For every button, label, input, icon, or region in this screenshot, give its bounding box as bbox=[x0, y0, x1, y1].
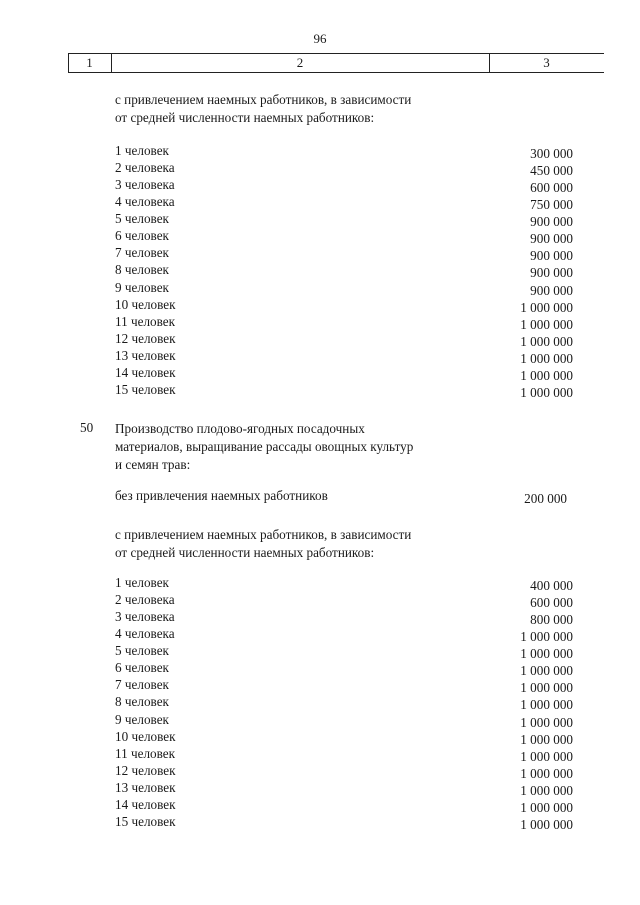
item-number: 50 bbox=[80, 420, 94, 435]
row-label: 13 человек bbox=[115, 779, 176, 795]
row-label: 12 человек bbox=[115, 762, 176, 778]
row-label: 6 человек bbox=[115, 228, 169, 244]
row-label: 7 человек bbox=[115, 245, 169, 261]
row-value: 600 000 bbox=[530, 595, 573, 611]
row-label: 9 человек bbox=[115, 711, 169, 727]
table-row bbox=[115, 779, 575, 796]
row-value: 1 000 000 bbox=[520, 782, 573, 798]
row-value: 400 000 bbox=[530, 578, 573, 593]
row-label: 6 человек bbox=[115, 660, 169, 676]
item-50-rows bbox=[115, 574, 575, 830]
table-row bbox=[115, 279, 575, 296]
table-row bbox=[115, 796, 575, 813]
row-label: 4 человека bbox=[115, 194, 175, 210]
row-value: 900 000 bbox=[530, 282, 573, 298]
table-row bbox=[115, 193, 575, 213]
table-row bbox=[115, 261, 575, 281]
row-label: 5 человек bbox=[115, 211, 169, 227]
row-value: 600 000 bbox=[530, 180, 573, 196]
row-value: 1 000 000 bbox=[520, 697, 573, 713]
intro-line: с привлечением наемных работников, в зависимости bbox=[115, 92, 412, 107]
table-row bbox=[115, 347, 575, 364]
table-row bbox=[115, 813, 575, 830]
row-value: 750 000 bbox=[530, 197, 573, 213]
table-row bbox=[115, 642, 575, 662]
row-value: 900 000 bbox=[530, 265, 573, 281]
column-header-3: 3 bbox=[543, 55, 550, 70]
table-row bbox=[115, 728, 575, 745]
table-row bbox=[115, 364, 575, 381]
row-value: 900 000 bbox=[530, 214, 573, 230]
row-value: 1 000 000 bbox=[520, 714, 573, 730]
table-row bbox=[115, 142, 575, 159]
row-label: 11 человек bbox=[115, 313, 176, 329]
intro-line: от средней численности наемных работников: bbox=[115, 545, 375, 560]
table-row bbox=[115, 676, 575, 696]
table-row bbox=[115, 574, 575, 591]
table-row bbox=[115, 244, 575, 264]
table-row bbox=[115, 313, 575, 330]
table-row bbox=[115, 762, 575, 779]
intro-line: от средней численности наемных работников: bbox=[115, 110, 375, 125]
table-row bbox=[115, 745, 575, 762]
table-row bbox=[115, 693, 575, 713]
page-number: 96 bbox=[313, 31, 327, 46]
row-label: 2 человека bbox=[115, 592, 175, 608]
column-header-row bbox=[68, 53, 604, 73]
row-label: 15 человек bbox=[115, 381, 176, 397]
table-row bbox=[115, 176, 575, 196]
column-header-1: 1 bbox=[86, 55, 93, 70]
table-row bbox=[115, 159, 575, 179]
title-line: и семян трав: bbox=[115, 457, 191, 472]
row-value: 1 000 000 bbox=[520, 384, 573, 400]
section-a-intro bbox=[115, 91, 411, 127]
title-line: материалов, выращивание рассады овощных культур bbox=[115, 439, 414, 454]
table-row bbox=[115, 210, 575, 230]
row-value: 1 000 000 bbox=[520, 299, 573, 315]
row-value: 1 000 000 bbox=[520, 765, 573, 781]
row-value: 1 000 000 bbox=[520, 680, 573, 696]
row-label: 15 человек bbox=[115, 813, 176, 829]
row-value: 1 000 000 bbox=[520, 731, 573, 747]
column-header-2: 2 bbox=[296, 55, 304, 70]
row-label: 9 человек bbox=[115, 279, 169, 295]
row-label: 5 человек bbox=[115, 643, 169, 659]
table-row bbox=[115, 711, 575, 728]
row-value: 1 000 000 bbox=[520, 646, 573, 662]
row-label: 12 человек bbox=[115, 330, 176, 346]
table-row bbox=[115, 296, 575, 313]
row-label: 3 человека bbox=[115, 177, 175, 193]
row-label: 14 человек bbox=[115, 796, 176, 812]
row-label: 1 человек bbox=[115, 143, 169, 158]
row-value: 1 000 000 bbox=[520, 316, 573, 332]
row-value: 900 000 bbox=[530, 231, 573, 247]
row-value: 300 000 bbox=[530, 146, 573, 161]
intro-line: с привлечением наемных работников, в зависимости bbox=[115, 527, 412, 542]
row-value: 1 000 000 bbox=[520, 663, 573, 679]
without-workers-row bbox=[115, 488, 575, 506]
row-value: 1 000 000 bbox=[520, 748, 573, 764]
row-value: 800 000 bbox=[530, 612, 573, 628]
row-value: 900 000 bbox=[530, 248, 573, 264]
table-row bbox=[115, 591, 575, 611]
row-label: без привлечения наемных работников bbox=[115, 488, 328, 503]
row-label: 7 человек bbox=[115, 677, 169, 693]
row-value: 1 000 000 bbox=[520, 816, 573, 832]
table-row bbox=[115, 227, 575, 247]
row-label: 10 человек bbox=[115, 728, 176, 744]
row-label: 2 человека bbox=[115, 160, 175, 176]
row-label: 10 человек bbox=[115, 296, 176, 312]
row-label: 11 человек bbox=[115, 745, 176, 761]
row-value: 1 000 000 bbox=[520, 629, 573, 645]
section-a-rows bbox=[115, 142, 575, 398]
row-label: 3 человека bbox=[115, 609, 175, 625]
row-value: 1 000 000 bbox=[520, 367, 573, 383]
table-row bbox=[115, 330, 575, 347]
row-label: 8 человек bbox=[115, 262, 169, 278]
table-row bbox=[115, 659, 575, 679]
table-row bbox=[115, 381, 575, 398]
row-label: 4 человека bbox=[115, 626, 175, 642]
item-50-title bbox=[115, 420, 413, 474]
row-label: 1 человек bbox=[115, 575, 169, 590]
row-value: 450 000 bbox=[530, 163, 573, 179]
row-value: 1 000 000 bbox=[520, 799, 573, 815]
row-label: 8 человек bbox=[115, 694, 169, 710]
row-value: 1 000 000 bbox=[520, 350, 573, 366]
table-row bbox=[115, 625, 575, 645]
row-value: 1 000 000 bbox=[520, 333, 573, 349]
row-value: 200 000 bbox=[524, 491, 567, 506]
table-row bbox=[115, 608, 575, 628]
item-50-intro bbox=[115, 526, 411, 562]
title-line: Производство плодово-ягодных посадочных bbox=[115, 421, 365, 436]
row-label: 14 человек bbox=[115, 364, 176, 380]
row-label: 13 человек bbox=[115, 347, 176, 363]
